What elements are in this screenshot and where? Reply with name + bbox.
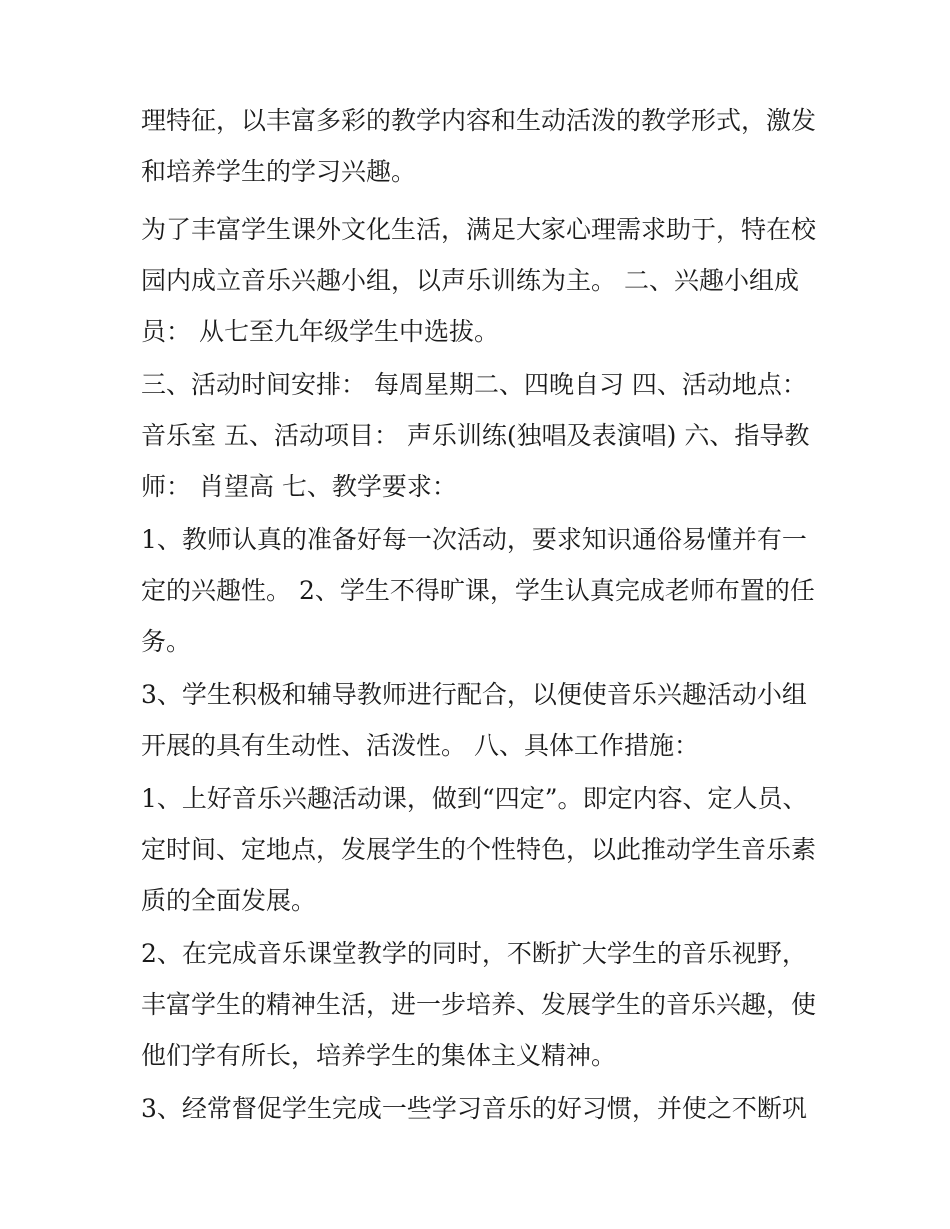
text-line: 师： 肖望高 七、教学要求： — [141, 472, 457, 501]
text-line: 1、上好音乐兴趣活动课，做到“四定”。即定内容、定人员、 — [141, 784, 808, 813]
text-line: 2、在完成音乐课堂教学的同时，不断扩大学生的音乐视野， — [141, 939, 807, 968]
text-line: 音乐室 五、活动项目： 声乐训练(独唱及表演唱) 六、指导教 — [141, 421, 810, 450]
text-line: 和培养学生的学习兴趣。 — [141, 157, 417, 186]
text-line: 丰富学生的精神生活，进一步培养、发展学生的音乐兴趣，使 — [141, 990, 817, 1019]
text-line: 质的全面发展。 — [141, 886, 317, 915]
text-line: 园内成立音乐兴趣小组，以声乐训练为主。 二、兴趣小组成 — [141, 266, 799, 295]
text-line: 1、教师认真的准备好每一次活动，要求知识通俗易懂并有一 — [141, 525, 807, 554]
text-line: 他们学有所长，培养学生的集体主义精神。 — [141, 1041, 617, 1070]
text-line: 为了丰富学生课外文化生活，满足大家心理需求助于，特在校 — [141, 215, 817, 244]
text-line: 3、学生积极和辅导教师进行配合，以便使音乐兴趣活动小组 — [141, 680, 807, 709]
text-line: 开展的具有生动性、活泼性。 八、具体工作措施： — [141, 731, 699, 760]
text-line: 务。 — [141, 627, 192, 656]
text-line: 理特征，以丰富多彩的教学内容和生动活泼的教学形式，激发 — [141, 106, 817, 135]
text-line: 员： 从七至九年级学生中选拔。 — [141, 317, 499, 346]
text-line: 三、活动时间安排： 每周星期二、四晚自习 四、活动地点： — [141, 370, 807, 399]
text-line: 定的兴趣性。 2、学生不得旷课，学生认真完成老师布置的任 — [141, 576, 815, 605]
text-line: 定时间、定地点，发展学生的个性特色，以此推动学生音乐素 — [141, 835, 817, 864]
text-line: 3、经常督促学生完成一些学习音乐的好习惯，并使之不断巩 — [141, 1094, 807, 1123]
